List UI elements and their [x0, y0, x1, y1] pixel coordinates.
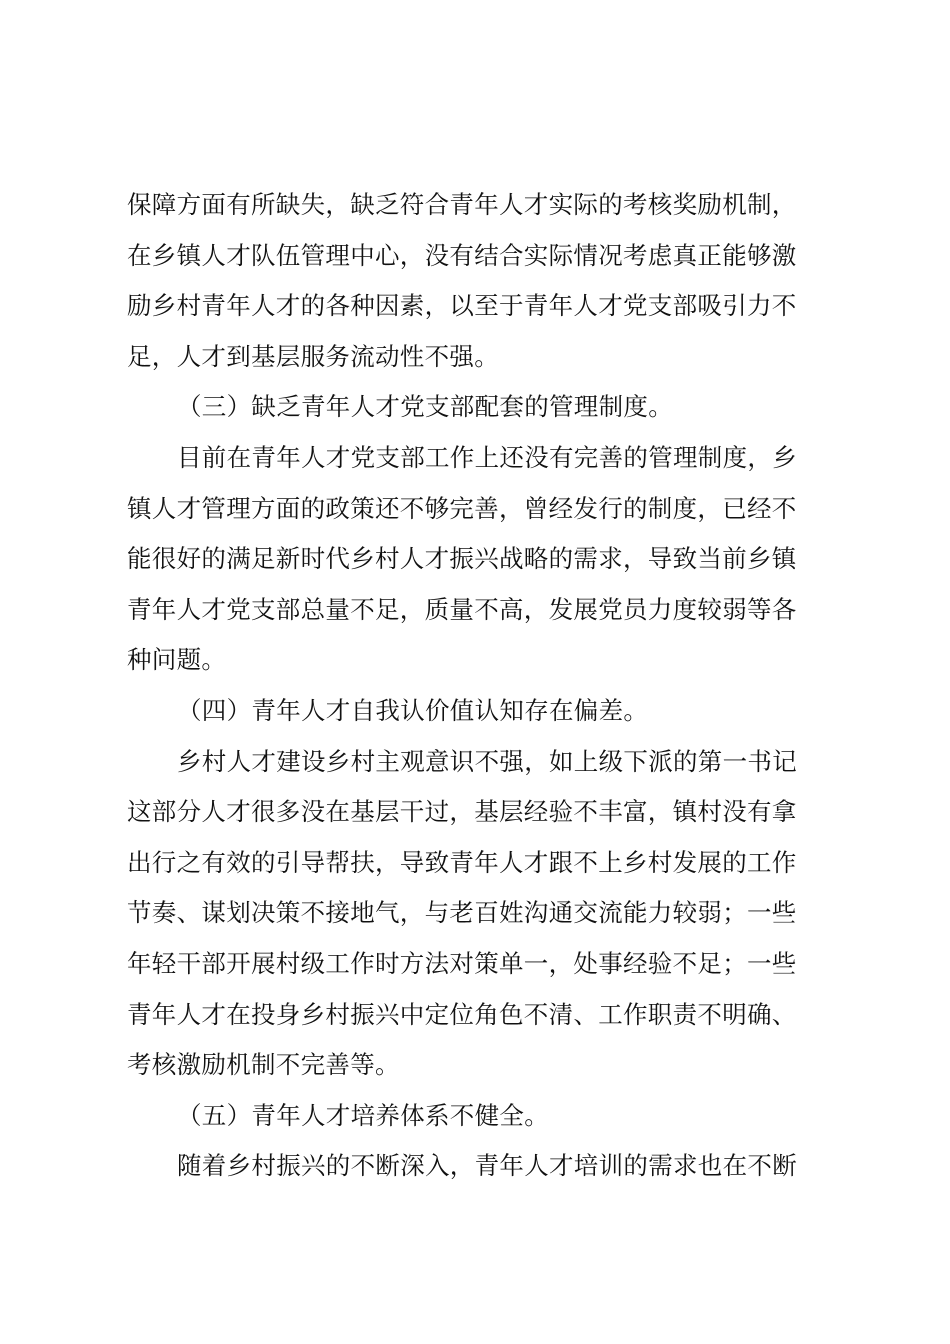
text-line: （三）缺乏青年人才党支部配套的管理制度。 — [177, 392, 673, 422]
text-line: 乡村人才建设乡村主观意识不强，如上级下派的第一书记 — [177, 746, 797, 776]
text-line: 种问题。 — [127, 645, 227, 675]
text-line: 目前在青年人才党支部工作上还没有完善的管理制度，乡 — [177, 442, 797, 472]
text-line: （四）青年人才自我认价值认知存在偏差。 — [177, 695, 649, 725]
text-line: 年轻干部开展村级工作时方法对策单一，处事经验不足；一些 — [127, 948, 797, 978]
document-body — [127, 180, 837, 1192]
text-line: 随着乡村振兴的不断深入，青年人才培训的需求也在不断 — [177, 1151, 797, 1181]
text-line: 在乡镇人才队伍管理中心，没有结合实际情况考虑真正能够激 — [127, 240, 797, 270]
text-line: 镇人才管理方面的政策还不够完善，曾经发行的制度，已经不 — [127, 493, 797, 523]
text-line: 这部分人才很多没在基层干过，基层经验不丰富，镇村没有拿 — [127, 797, 797, 827]
text-line: 节奏、谋划决策不接地气，与老百姓沟通交流能力较弱；一些 — [127, 898, 797, 928]
text-line: 足，人才到基层服务流动性不强。 — [127, 341, 499, 371]
text-line: 青年人才在投身乡村振兴中定位角色不清、工作职责不明确、 — [127, 999, 797, 1029]
text-line: 励乡村青年人才的各种因素，以至于青年人才党支部吸引力不 — [127, 291, 797, 321]
text-line: 保障方面有所缺失，缺乏符合青年人才实际的考核奖励机制， — [127, 190, 797, 219]
text-line: （五）青年人才培养体系不健全。 — [177, 1100, 549, 1130]
text-line: 能很好的满足新时代乡村人才振兴战略的需求，导致当前乡镇 — [127, 544, 797, 574]
text-line: 考核激励机制不完善等。 — [127, 1050, 400, 1080]
text-line: 出行之有效的引导帮扶，导致青年人才跟不上乡村发展的工作 — [127, 847, 797, 877]
text-line: 青年人才党支部总量不足，质量不高，发展党员力度较弱等各 — [127, 594, 797, 624]
